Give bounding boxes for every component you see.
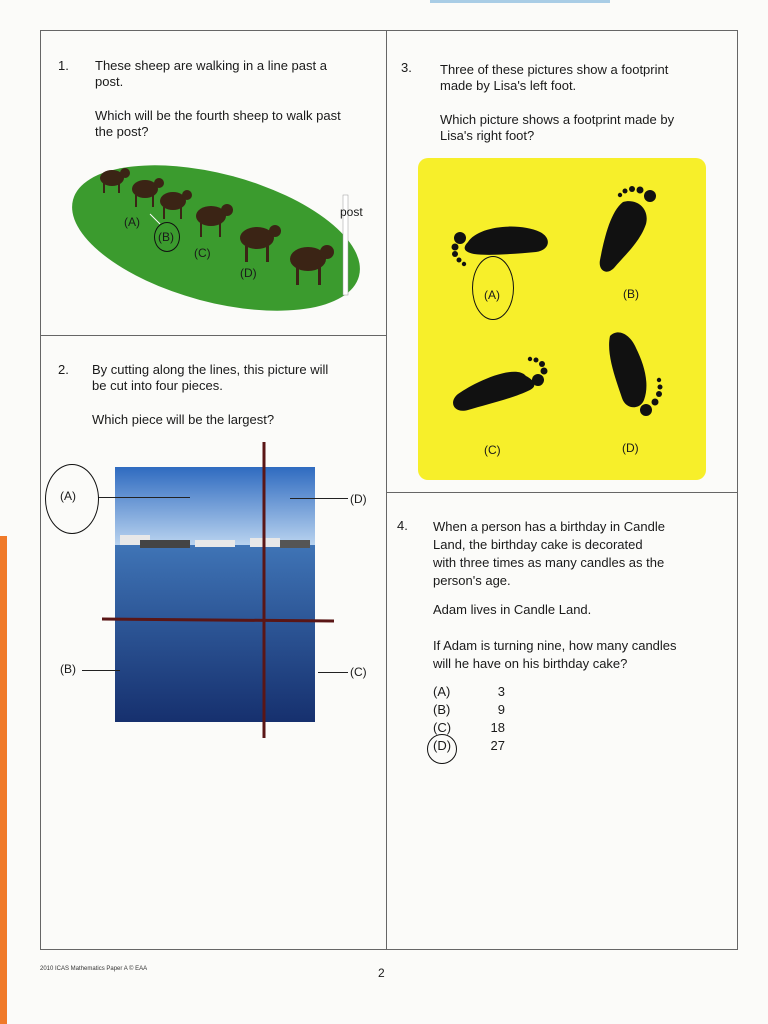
footer-credit: 2010 ICAS Mathematics Paper A © EAA [40, 966, 148, 972]
question-number: 3. [401, 60, 412, 75]
sheep-field-illustration [68, 150, 378, 325]
harbour-photo-illustration [100, 440, 340, 740]
post-label: post [340, 205, 363, 219]
label-line-a [98, 497, 190, 498]
question-number: 1. [58, 58, 69, 73]
sheep-label-c: (C) [194, 246, 211, 260]
piece-label-a: (A) [60, 489, 76, 503]
question-prompt: Which will be the fourth sheep to walk past the post? [95, 108, 341, 139]
yellow-panel [418, 158, 706, 480]
label-line-c [318, 672, 348, 673]
question-prompt: If Adam is turning nine, how many candles will he have on his birthday cake? [433, 638, 677, 671]
answer-circle [427, 734, 457, 764]
grid-divider-left [40, 335, 386, 336]
grid-divider-right [386, 492, 738, 493]
piece-label-c: (C) [350, 665, 367, 679]
cut-line-horizontal [102, 619, 334, 621]
grid-divider-vertical [386, 30, 387, 950]
question-text: By cutting along the lines, this picture will be cut into four pieces. [92, 362, 329, 393]
answer-option-c[interactable]: (C) 18 [433, 720, 505, 735]
page-number: 2 [378, 966, 385, 980]
footprint-label-b: (B) [623, 287, 639, 301]
answer-option-b[interactable]: (B) 9 [433, 702, 505, 717]
footprint-label-a: (A) [484, 288, 500, 302]
answer-circle [45, 464, 99, 534]
label-line-d [290, 498, 348, 499]
question-text: When a person has a birthday in Candle Land, the birthday cake is decorated with three times as many candles as the person's age. [433, 519, 665, 588]
top-edge-tab [430, 0, 610, 3]
sea [115, 545, 315, 722]
question-text: Three of these pictures show a footprint made by Lisa's left foot. [440, 62, 669, 93]
question-number: 4. [397, 518, 408, 533]
sheep-label-d: (D) [240, 266, 257, 280]
question-prompt: Which picture shows a footprint made by Lisa's right foot? [440, 112, 675, 143]
answer-circle [472, 256, 514, 320]
question-statement: Adam lives in Candle Land. [433, 602, 592, 617]
page-edge-strip [0, 536, 7, 1024]
label-line-b [82, 670, 120, 671]
sheep-label-a: (A) [124, 215, 140, 229]
footprints-panel [418, 158, 706, 480]
answer-option-a[interactable]: (A) 3 [433, 684, 505, 699]
footprint-label-c: (C) [484, 443, 501, 457]
piece-label-d: (D) [350, 492, 367, 506]
question-number: 2. [58, 362, 69, 377]
question-text: These sheep are walking in a line past a post. [95, 58, 327, 89]
answer-option-d[interactable]: (D) 27 [433, 738, 505, 753]
piece-label-b: (B) [60, 662, 76, 676]
footprint-label-d: (D) [622, 441, 639, 455]
question-prompt: Which piece will be the largest? [92, 412, 275, 427]
sheep-label-b: (B) [158, 230, 174, 244]
answer-circle [154, 222, 180, 252]
sky [115, 467, 315, 545]
